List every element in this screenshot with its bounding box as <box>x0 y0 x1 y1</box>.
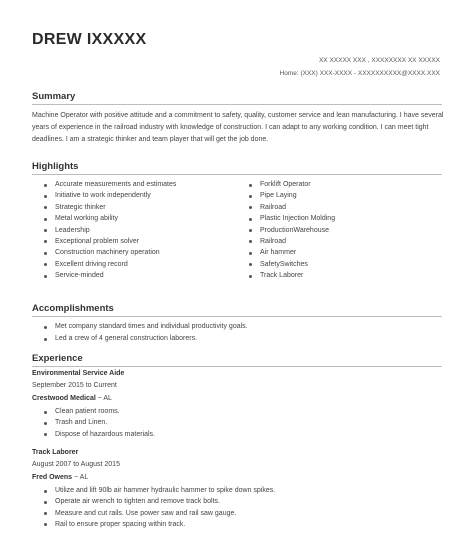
list-item: Operate air wrench to tighten and remove track bolts. <box>44 496 275 507</box>
list-item: SafetySwitches <box>249 259 335 270</box>
job-employer <box>32 395 112 402</box>
list-item: Construction machinery operation <box>44 247 176 258</box>
list-item: Clean patient rooms. <box>44 406 155 417</box>
accomplishments-heading: Accomplishments <box>32 303 114 314</box>
job-duties-list <box>44 485 275 530</box>
list-item: Plastic Injection Molding <box>249 213 335 224</box>
list-item: Led a crew of 4 general construction laborers. <box>44 333 248 345</box>
employer-location: − AL <box>95 395 112 402</box>
candidate-name: DREW IXXXXX <box>32 31 147 48</box>
list-item: Accurate measurements and estimates <box>44 179 176 190</box>
summary-divider <box>32 104 442 105</box>
highlights-left-list <box>44 179 176 282</box>
list-item: Trash and Linen. <box>44 417 155 428</box>
employer-name: Fred Owens <box>32 474 73 481</box>
job-title: Track Laborer <box>32 449 79 456</box>
accomplishments-list <box>44 321 248 345</box>
summary-heading: Summary <box>32 91 76 102</box>
list-item: Exceptional problem solver <box>44 236 176 247</box>
list-item: Air hammer <box>249 247 335 258</box>
list-item: Rail to ensure proper spacing within track. <box>44 519 275 530</box>
list-item: Strategic thinker <box>44 202 176 213</box>
list-item: Service-minded <box>44 270 176 281</box>
list-item: Leadership <box>44 225 176 236</box>
list-item: Railroad <box>249 202 335 213</box>
summary-text: Machine Operator with positive attitude and a commitment to safety, quality, customer service and lean manufacturing. I have several years of experience in the railroad industry with knowledge of construction. I can adapt to any working condition. I can meet tight deadlines. I am a strategic thinker and team player that will get the job done. <box>32 112 444 143</box>
job-duties-list <box>44 406 155 440</box>
job-dates: August 2007 to August 2015 <box>32 461 120 468</box>
list-item: Pipe Laying <box>249 190 335 201</box>
list-item: Measure and cut rails. Use power saw and rail saw gauge. <box>44 508 275 519</box>
contact-address: XX XXXXX XXX , XXXXXXXX XX XXXXX <box>318 57 440 64</box>
job-dates: September 2015 to Current <box>32 382 117 389</box>
job-employer <box>32 474 88 481</box>
list-item: Track Laborer <box>249 270 335 281</box>
list-item: Railroad <box>249 236 335 247</box>
experience-heading: Experience <box>32 353 83 364</box>
experience-divider <box>32 366 442 367</box>
list-item: Initiative to work independently <box>44 190 176 201</box>
list-item: Forklift Operator <box>249 179 335 190</box>
list-item: ProductionWarehouse <box>249 225 335 236</box>
employer-location: − AL <box>72 474 89 481</box>
highlights-right-list <box>249 179 335 282</box>
accomplishments-divider <box>32 316 442 317</box>
job-title: Environmental Service Aide <box>32 370 125 377</box>
list-item: Met company standard times and individual productivity goals. <box>44 321 248 333</box>
highlights-heading: Highlights <box>32 161 79 172</box>
highlights-divider <box>32 174 442 175</box>
list-item: Utilize and lift 90lb air hammer hydraulic hammer to spike down spikes. <box>44 485 275 496</box>
employer-name: Crestwood Medical <box>32 395 96 402</box>
list-item: Excellent driving record <box>44 259 176 270</box>
list-item: Dispose of hazardous materials. <box>44 429 155 440</box>
list-item: Metal working ability <box>44 213 176 224</box>
contact-phone-email: Home: (XXX) XXX-XXXX - XXXXXXXXXX@XXXX.XXX <box>279 70 440 77</box>
